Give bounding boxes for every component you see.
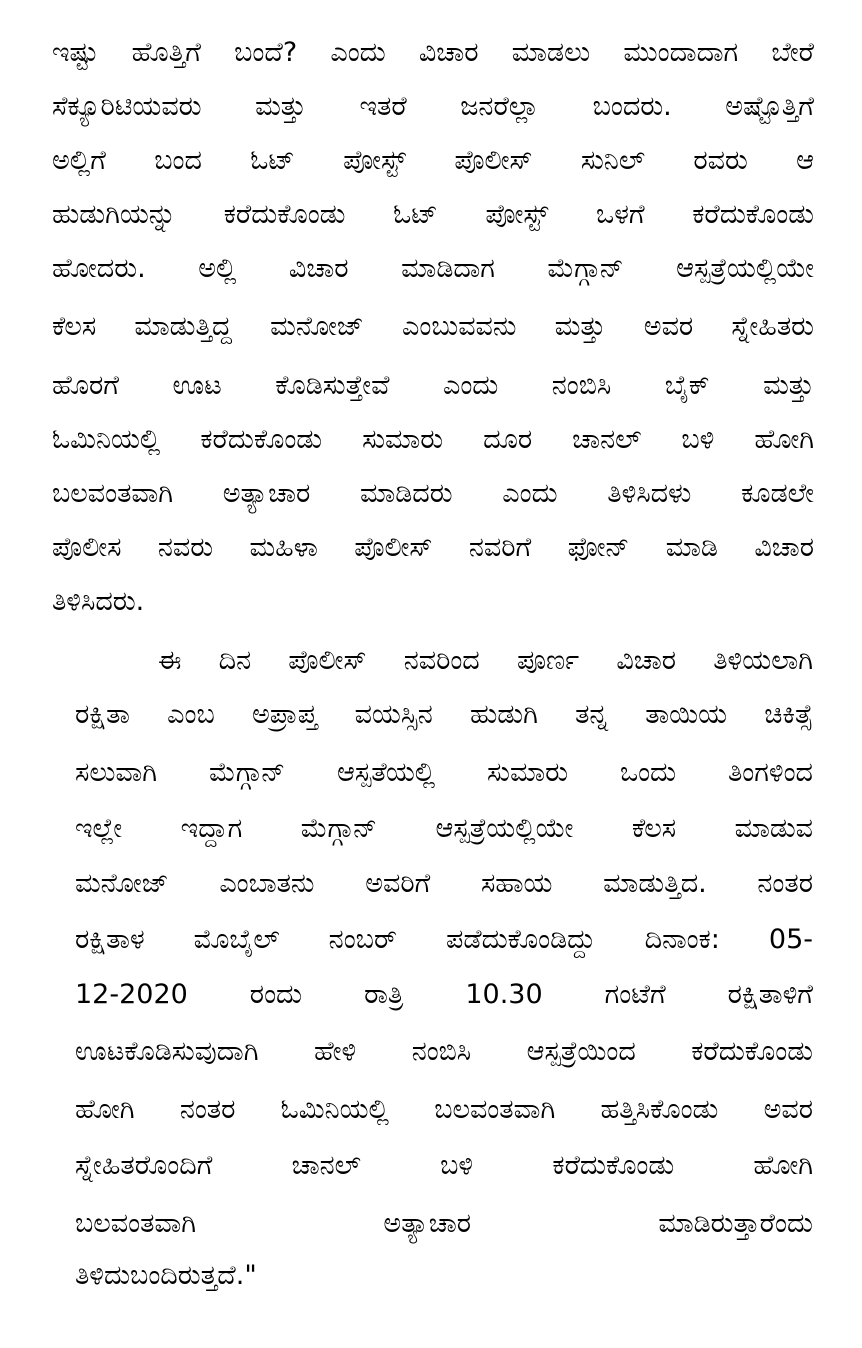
- paragraph-line: ಸೆಕ್ಯೂರಿಟಿಯವರು ಮತ್ತು ಇತರೆ ಜನರೆಲ್ಲಾ ಬಂದರು. ಅಷ್ಟೊತ್ತಿಗೆ: [52, 91, 814, 122]
- paragraph-line: ಹೊರಗೆ ಊಟ ಕೊಡಿಸುತ್ತೇವೆ ಎಂದು ನಂಬಿಸಿ ಬೈಕ್ ಮತ್ತು: [52, 370, 814, 401]
- paragraph-line: ಓಮಿನಿಯಲ್ಲಿ ಕರೆದುಕೊಂಡು ಸುಮಾರು ದೂರ ಚಾನಲ್ ಬಳಿ ಹೋಗಿ: [52, 424, 814, 455]
- paragraph-line: ಬಲವಂತವಾಗಿ ಅತ್ಯಾಚಾರ ಮಾಡಿದರು ಎಂದು ತಿಳಿಸಿದಳು ಕೂಡಲೇ: [52, 478, 814, 509]
- paragraph-line: ಸಲುವಾಗಿ ಮೆಗ್ಗಾನ್ ಆಸ್ಪತೆಯಲ್ಲಿ ಸುಮಾರು ಒಂದು ತಿಂಗಳಿಂದ: [75, 757, 813, 788]
- paragraph-line: ಪೊಲೀಸ ನವರು ಮಹಿಳಾ ಪೊಲೀಸ್ ನವರಿಗೆ ಫೋನ್ ಮಾಡಿ ವಿಚಾರ: [52, 532, 814, 563]
- paragraph-line: ರಕ್ಷಿತಾ ಎಂಬ ಅಪ್ರಾಪ್ತ ವಯಸ್ಸಿನ ಹುಡುಗಿ ತನ್ನ ತಾಯಿಯ ಚಿಕಿತ್ಸೆ: [75, 699, 813, 730]
- paragraph-line: ಅಲ್ಲಿಗೆ ಬಂದ ಓಟ್ ಪೋಸ್ಟ್ ಪೊಲೀಸ್ ಸುನಿಲ್ ರವರು ಆ: [52, 145, 814, 176]
- paragraph-line: ರಕ್ಷಿತಾಳ ಮೊಬೈಲ್ ನಂಬರ್ ಪಡೆದುಕೊಂಡಿದ್ದು ದಿನಾಂಕ: 05-: [75, 924, 813, 955]
- paragraph-line: 12-2020 ರಂದು ರಾತ್ರಿ 10.30 ಗಂಟೆಗೆ ರಕ್ಷಿತಾಳಿಗೆ: [75, 979, 813, 1010]
- paragraph-line: ಇಷ್ಟು ಹೊತ್ತಿಗೆ ಬಂದೆ? ಎಂದು ವಿಚಾರ ಮಾಡಲು ಮುಂದಾದಾಗ ಬೇರೆ: [52, 37, 814, 68]
- paragraph-line: ಹೋಗಿ ನಂತರ ಓಮಿನಿಯಲ್ಲಿ ಬಲವಂತವಾಗಿ ಹತ್ತಿಸಿಕೊಂಡು ಅವರ: [75, 1094, 813, 1125]
- paragraph-line: ಮನೋಜ್ ಎಂಬಾತನು ಅವರಿಗೆ ಸಹಾಯ ಮಾಡುತ್ತಿದ. ನಂತರ: [75, 868, 813, 899]
- paragraph-line: ಇಲ್ಲೇ ಇದ್ದಾಗ ಮೆಗ್ಗಾನ್ ಆಸ್ಪತ್ರೆಯಲ್ಲಿಯೇ ಕೆಲಸ ಮಾಡುವ: [75, 813, 813, 844]
- paragraph-line: ಬಲವಂತವಾಗಿ ಅತ್ಯಾಚಾರ ಮಾಡಿರುತ್ತಾರೆಂದು: [75, 1208, 813, 1239]
- paragraph-line: ತಿಳಿದುಬಂದಿರುತ್ತದೆ.": [75, 1260, 257, 1291]
- paragraph-line: ಹುಡುಗಿಯನ್ನು ಕರೆದುಕೊಂಡು ಓಟ್ ಪೋಸ್ಟ್ ಒಳಗೆ ಕರೆದುಕೊಂಡು: [52, 199, 814, 230]
- paragraph-line: ಹೋದರು. ಅಲ್ಲಿ ವಿಚಾರ ಮಾಡಿದಾಗ ಮೆಗ್ಗಾನ್ ಆಸ್ಪತ್ರೆಯಲ್ಲಿಯೇ: [52, 253, 814, 284]
- paragraph-line: ಊಟಕೊಡಿಸುವುದಾಗಿ ಹೇಳಿ ನಂಬಿಸಿ ಆಸ್ಪತ್ರೆಯಿಂದ ಕರೆದುಕೊಂಡು: [75, 1036, 813, 1067]
- paragraph-line: ಕೆಲಸ ಮಾಡುತ್ತಿದ್ದ ಮನೋಜ್ ಎಂಬುವವನು ಮತ್ತು ಅವರ ಸ್ನೇಹಿತರು: [52, 311, 814, 342]
- paragraph-line: ಸ್ನೇಹಿತರೊಂದಿಗೆ ಚಾನಲ್ ಬಳಿ ಕರೆದುಕೊಂಡು ಹೋಗಿ: [75, 1150, 813, 1181]
- paragraph-line: ತಿಳಿಸಿದರು.: [52, 586, 145, 617]
- paragraph-line: ಈ ದಿನ ಪೊಲೀಸ್ ನವರಿಂದ ಪೂರ್ಣ ವಿಚಾರ ತಿಳಿಯಲಾಗಿ: [158, 645, 813, 676]
